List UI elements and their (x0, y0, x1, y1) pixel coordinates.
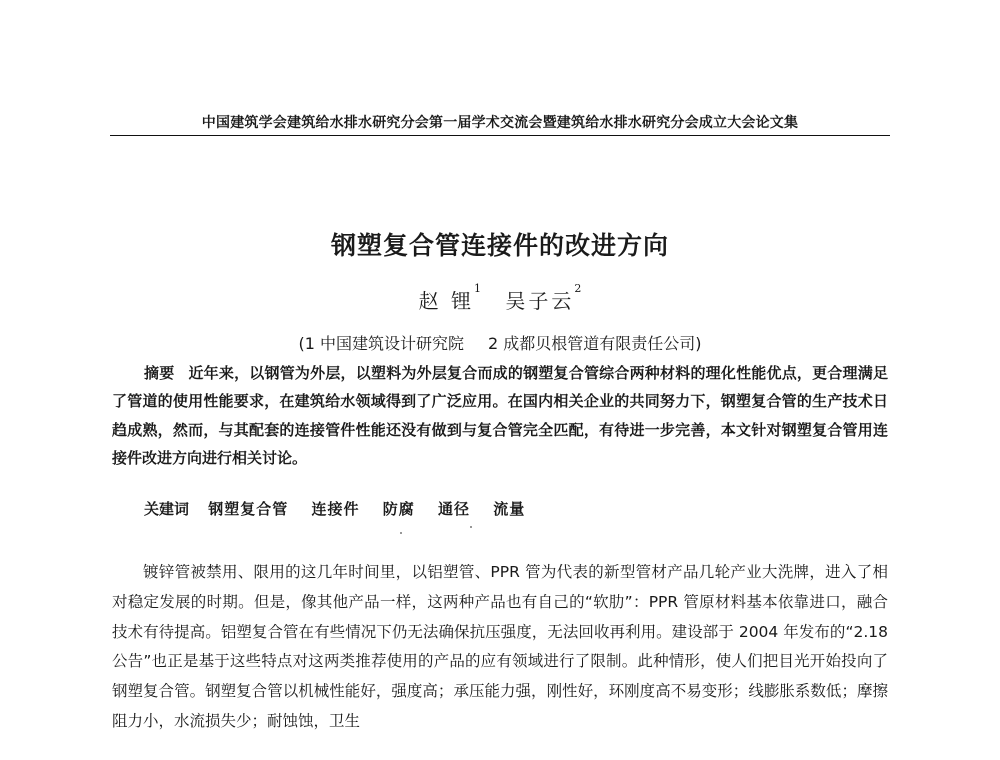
keywords-label: 关建词 (144, 500, 190, 518)
keyword: 流量 (493, 500, 526, 518)
author-line (0, 282, 1000, 314)
scan-speck (470, 526, 472, 528)
keyword: 防腐 (382, 500, 415, 518)
affiliation-2: 2 成都贝根管道有限责任公司) (488, 334, 702, 353)
affiliations (0, 331, 1000, 354)
abstract-text: 近年来，以钢管为外层，以塑料为外层复合而成的钢塑复合管综合两种材料的理化性能优点，更合理满足了管道的使用性能要求，在建筑给水领域得到了广泛应用。在国内相关企业的共同努力下，钢塑复合管的生产技术日趋成熟，然而，与其配套的连接管件性能还没有做到与复合管完全匹配，有待进一步完善，本文针对钢塑复合管用连接件改进方向进行相关讨论。 (112, 364, 888, 468)
author-2-name: 吴子云 (505, 289, 575, 313)
keyword: 钢塑复合管 (208, 500, 289, 518)
author-2 (505, 282, 582, 314)
header-rule (110, 135, 890, 136)
scan-speck (400, 532, 402, 534)
affiliation-1: (1 中国建筑设计研究院 (298, 334, 464, 353)
author-2-affil-mark: 2 (574, 282, 582, 295)
running-header: 中国建筑学会建筑给水排水研究分会第一届学术交流会暨建筑给水排水研究分会成立大会论文集 (201, 115, 799, 131)
author-1-name: 赵 锂 (418, 289, 474, 313)
body-paragraph-1: 镀锌管被禁用、限用的这几年时间里，以铝塑管、PPR 管为代表的新型管材产品几轮产业大洗牌，进入了相对稳定发展的时期。但是，像其他产品一样，这两种产品也有自己的“软肋”：PPR 管原材料基本依靠进口，融合技术有待提高。铝塑复合管在有些情况下仍无法确保抗压强度，无法回收再利用。建设部于 2004 年发布的“2.18 公告”也正是基于这些特点对这两类推荐使用的产品的应有领域进行了限制。此种情形，使人们把目光开始投向了钢塑复合管。钢塑复合管以机械性能好，强度高；承压能力强，刚性好，环刚度高不易变形；线膨胀系数低；摩擦阻力小，水流损失少；耐蚀蚀，卫生 (112, 563, 888, 730)
keyword: 通径 (438, 500, 471, 518)
author-1 (418, 282, 481, 314)
abstract-label: 摘要 (144, 364, 175, 382)
keywords (144, 498, 543, 519)
paper-title: 钢塑复合管连接件的改进方向 (330, 231, 669, 260)
abstract (112, 359, 888, 473)
keyword: 连接件 (311, 500, 360, 518)
author-1-affil-mark: 1 (474, 282, 481, 295)
